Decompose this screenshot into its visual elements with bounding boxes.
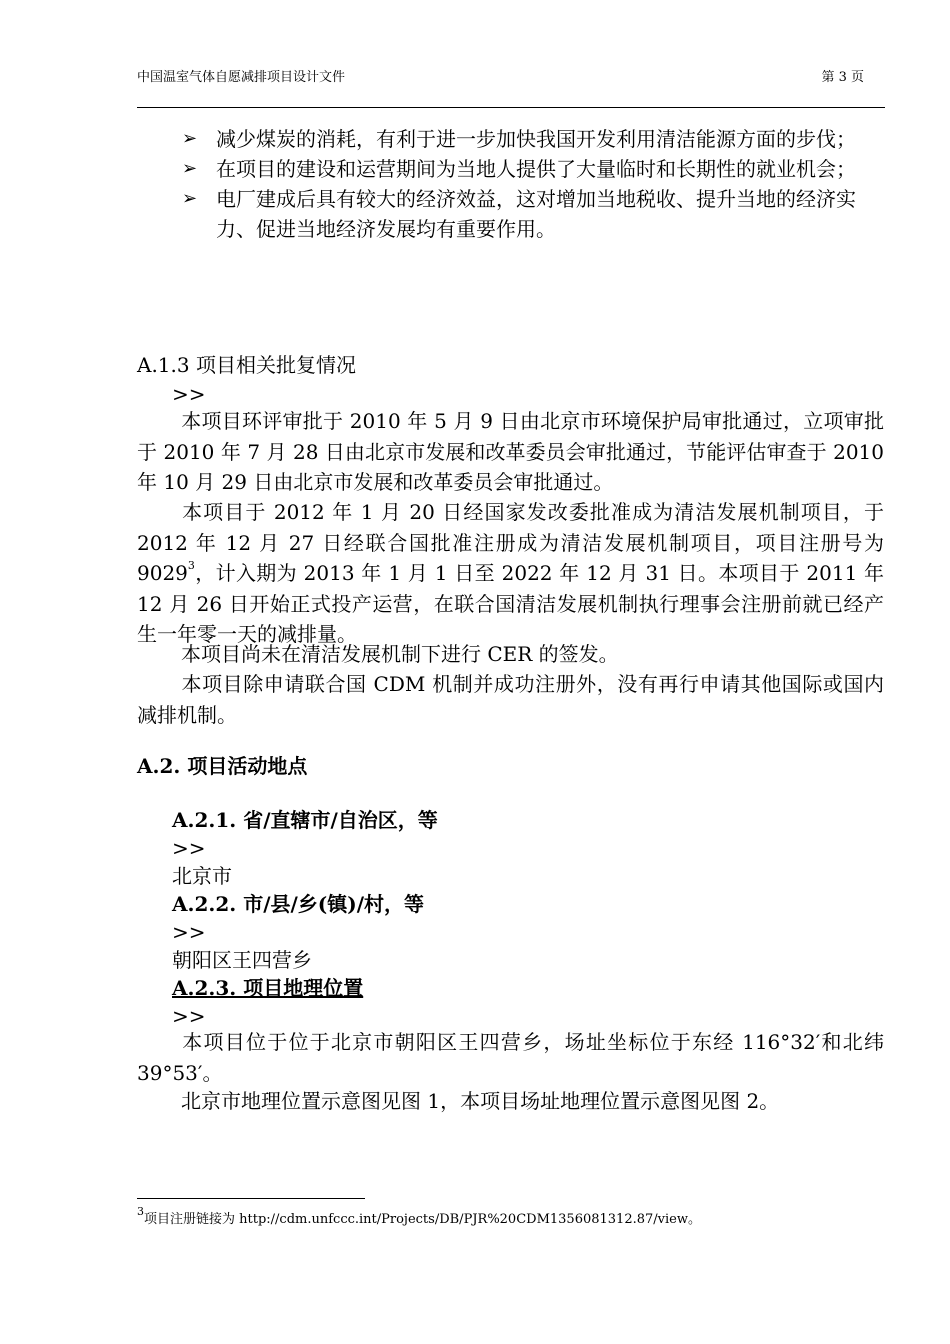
approval-paragraph-1: 本项目环评审批于 2010 年 5 月 9 日由北京市环境保护局审批通过，立项审批于 2010 年 7 月 28 日由北京市发展和改革委员会审批通过，节能评估审查于 2010 年 10 月 29 日由北京市发展和改革委员会审批通过。 bbox=[137, 409, 884, 494]
footnote bbox=[137, 1204, 701, 1227]
benefit-list bbox=[182, 124, 886, 244]
section-marker: >> bbox=[172, 836, 206, 860]
subsection-heading-a22: A.2.2. 市/县/乡(镇)/村，等 bbox=[172, 892, 425, 916]
location-paragraph-2: 北京市地理位置示意图见图 1，本项目场址地理位置示意图见图 2。 bbox=[181, 1089, 780, 1113]
arrow-bullet-icon: ➢ bbox=[182, 188, 198, 209]
footnote-divider bbox=[137, 1198, 365, 1199]
list-item: ➢ 在项目的建设和运营期间为当地人提供了大量临时和长期性的就业机会； bbox=[182, 154, 886, 184]
approval-paragraph-3: 本项目尚未在清洁发展机制下进行 CER 的签发。 bbox=[181, 642, 619, 666]
header-divider bbox=[137, 107, 885, 108]
section-marker: >> bbox=[172, 920, 206, 944]
province-value: 北京市 bbox=[172, 864, 232, 888]
arrow-bullet-icon: ➢ bbox=[182, 128, 198, 149]
footnote-text: 项目注册链接为 http://cdm.unfccc.int/Projects/DB/PJR%20CDM1356081312.87/view。 bbox=[144, 1212, 701, 1227]
arrow-bullet-icon: ➢ bbox=[182, 158, 198, 179]
section-heading-a113: A.1.3 项目相关批复情况 bbox=[137, 353, 356, 377]
footnote-reference: 3 bbox=[187, 559, 195, 573]
subsection-heading-a21: A.2.1. 省/直辖市/自治区，等 bbox=[172, 808, 438, 832]
document-title: 中国温室气体自愿减排项目设计文件 bbox=[137, 70, 346, 85]
list-item: ➢ 减少煤炭的消耗，有利于进一步加快我国开发利用清洁能源方面的步伐； bbox=[182, 124, 886, 154]
approval-paragraph-2: 本项目于 2012 年 1 月 20 日经国家发改委批准成为清洁发展机制项目，于 2012 年 12 月 27 日经联合国批准注册成为清洁发展机制项目，项目注册号为 9029$^3$，计入期为 2013 年 1 月 1 日至 2022 年 12 月 31 日。本项目于 2011 年 12 月 26 日开始正式投产运营，在联合国清洁发展机制执行理事会注册前就已经产生一年零一天的减排量。 bbox=[137, 500, 884, 646]
location-paragraph-1: 本项目位于位于北京市朝阳区王四营乡，场址坐标位于东经 116°32′和北纬 39°53′。 bbox=[137, 1030, 884, 1085]
subsection-heading-a23: A.2.3. 项目地理位置 bbox=[172, 976, 364, 1000]
section-heading-a2: A.2. 项目活动地点 bbox=[137, 754, 308, 778]
district-value: 朝阳区王四营乡 bbox=[172, 948, 312, 972]
footnote-number: 3 bbox=[137, 1204, 144, 1218]
page-number: 第 3 页 bbox=[821, 70, 864, 85]
section-marker: >> bbox=[172, 382, 206, 406]
section-marker: >> bbox=[172, 1004, 206, 1028]
list-item: ➢ 电厂建成后具有较大的经济效益，这对增加当地税收、提升当地的经济实力、促进当地经济发展均有重要作用。 bbox=[182, 184, 886, 244]
approval-paragraph-4: 本项目除申请联合国 CDM 机制并成功注册外，没有再行申请其他国际或国内减排机制。 bbox=[137, 672, 884, 727]
